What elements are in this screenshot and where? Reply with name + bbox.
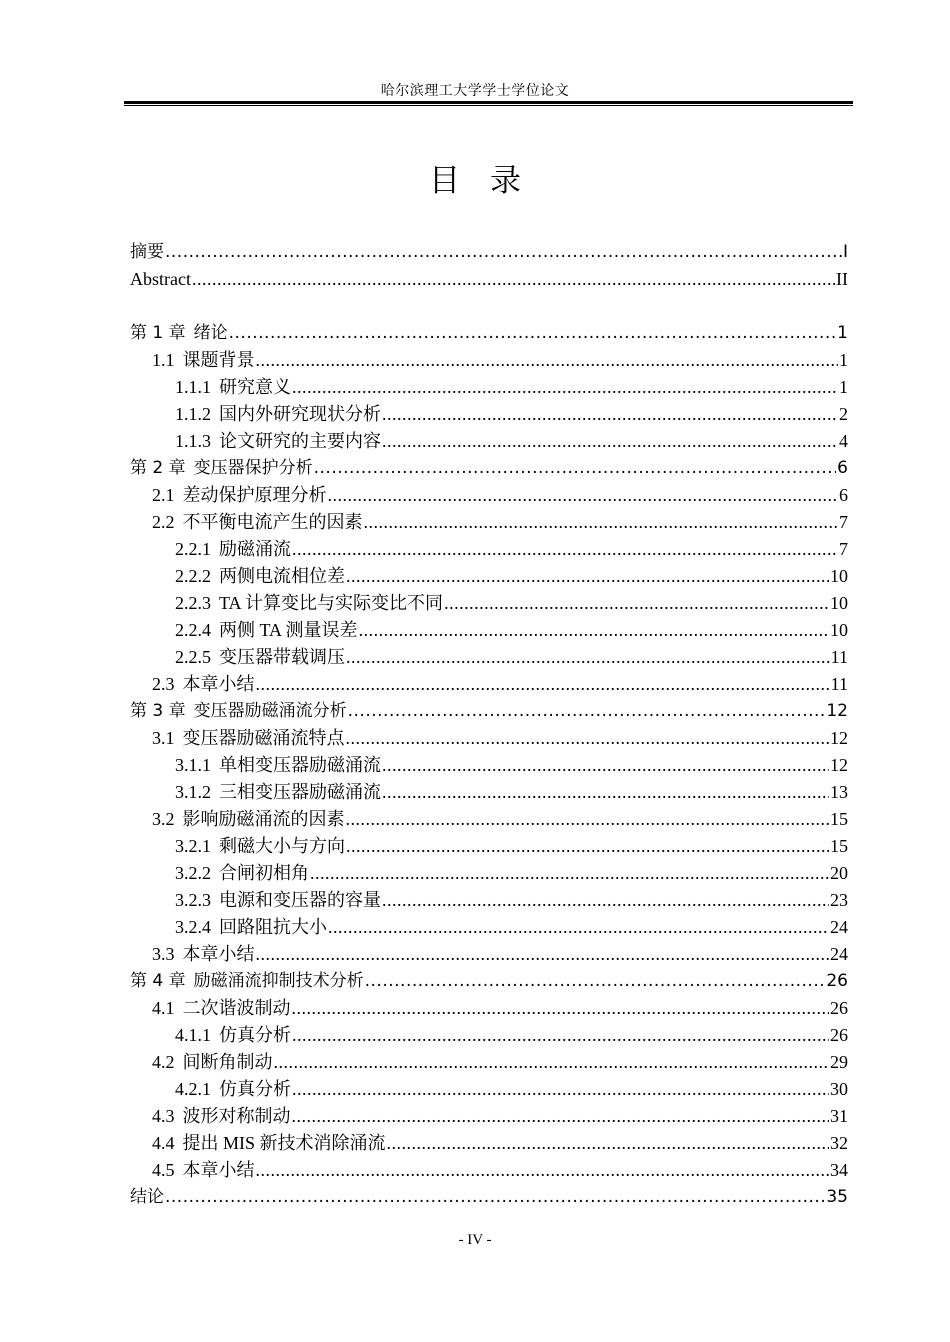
toc-entry-page: 12	[830, 755, 848, 775]
toc-entry-label: 影响励磁涌流的因素	[182, 809, 345, 829]
toc-entry-number: 第 3 章	[130, 701, 186, 721]
toc-entry-number: 1.1.2	[175, 404, 211, 424]
dot-leader	[346, 563, 829, 590]
toc-entry-page: 10	[830, 566, 848, 586]
toc-entry[interactable]	[130, 833, 848, 860]
toc-entry-label: 两侧 TA 测量误差	[219, 620, 358, 640]
toc-entry-page: 30	[830, 1079, 848, 1099]
toc-entry-number: 3.1.1	[175, 755, 211, 775]
dot-leader	[382, 779, 829, 806]
toc-entry-label: 励磁涌流抑制技术分析	[193, 971, 364, 991]
toc-entry-page: 6	[837, 458, 848, 478]
toc-entry-page: 4	[839, 431, 848, 451]
toc-entry-label: 课题背景	[182, 350, 255, 370]
toc-entry[interactable]	[130, 590, 848, 617]
dot-leader	[256, 671, 830, 698]
toc-entry-label: 两侧电流相位差	[219, 566, 345, 586]
dot-leader	[346, 725, 830, 752]
toc-entry[interactable]	[130, 1076, 848, 1103]
toc-entry-label: 国内外研究现状分析	[219, 404, 381, 424]
toc-entry-page: 12	[826, 701, 848, 721]
toc-entry-page: 13	[830, 782, 848, 802]
toc-entry-number: 2.3	[152, 674, 175, 694]
toc-entry-page: 7	[839, 539, 848, 559]
toc-entry-page: II	[836, 269, 848, 289]
toc-entry-page: 10	[830, 593, 848, 613]
toc-entry-label: 仿真分析	[219, 1079, 291, 1099]
dot-leader	[364, 509, 839, 536]
toc-entry[interactable]	[130, 671, 848, 698]
toc-entry-number: 3.2.4	[175, 917, 211, 937]
toc-entry-number: 2.2.2	[175, 566, 211, 586]
toc-entry-page: I	[842, 242, 848, 262]
toc-entry-page: 7	[839, 512, 848, 532]
toc-entry-label: 摘要	[130, 242, 164, 262]
toc-entry-page: 26	[830, 998, 848, 1018]
toc-entry[interactable]	[130, 320, 848, 347]
toc-entry-page: 24	[830, 944, 848, 964]
toc-entry-page: 26	[830, 1025, 848, 1045]
toc-entry[interactable]	[130, 428, 848, 455]
dot-leader	[382, 752, 829, 779]
toc-entry-page: 6	[839, 485, 848, 505]
toc-entry-number: 3.1	[152, 728, 175, 748]
toc-entry-label: 不平衡电流产生的因素	[182, 512, 363, 532]
toc-entry-number: 2.2.1	[175, 539, 211, 559]
dot-leader	[314, 455, 837, 482]
toc-entry-page: 26	[826, 971, 848, 991]
toc-entry-number: 3.2.1	[175, 836, 211, 856]
toc-entry-page: 12	[830, 728, 848, 748]
toc-entry-label: 绪论	[193, 323, 228, 343]
toc-entry-label: 论文研究的主要内容	[219, 431, 381, 451]
toc-entry-page: 1	[839, 377, 848, 397]
toc-entry[interactable]	[130, 617, 848, 644]
toc-entry[interactable]	[130, 1157, 848, 1184]
toc-entry-label: Abstract	[130, 269, 191, 289]
toc-entry[interactable]	[130, 1103, 848, 1130]
dot-leader	[256, 941, 830, 968]
toc-entry[interactable]	[130, 401, 848, 428]
toc-entry-label: 单相变压器励磁涌流	[219, 755, 381, 775]
toc-entry-number: 2.2.5	[175, 647, 211, 667]
toc-entry-page: 32	[830, 1133, 848, 1153]
toc-entry-page: 11	[830, 674, 848, 694]
toc-entry[interactable]	[130, 536, 848, 563]
toc-entry-label: 仿真分析	[219, 1025, 291, 1045]
toc-entry[interactable]	[130, 698, 848, 725]
toc-entry-page: 29	[830, 1052, 848, 1072]
toc-entry-number: 3.1.2	[175, 782, 211, 802]
dot-leader	[359, 617, 829, 644]
toc-entry[interactable]	[130, 1049, 848, 1076]
dot-leader	[444, 590, 829, 617]
toc-entry-label: 三相变压器励磁涌流	[219, 782, 381, 802]
toc-entry-number: 3.2.2	[175, 863, 211, 883]
toc-entry-label: 剩磁大小与方向	[219, 836, 345, 856]
toc-entry-page: 15	[830, 809, 848, 829]
toc-entry[interactable]	[130, 860, 848, 887]
toc-entry[interactable]	[130, 239, 848, 266]
toc-entry-page: 20	[830, 863, 848, 883]
dot-leader	[365, 968, 826, 995]
dot-leader	[292, 995, 830, 1022]
toc-entry-label: 波形对称制动	[182, 1106, 291, 1126]
toc-entry-number: 第 2 章	[130, 458, 186, 478]
dot-leader	[382, 401, 838, 428]
toc-entry-label: 二次谐波制动	[182, 998, 291, 1018]
toc-entry-number: 3.3	[152, 944, 175, 964]
dot-leader	[256, 1157, 830, 1184]
toc-entry-number: 4.3	[152, 1106, 175, 1126]
toc-entry[interactable]	[130, 779, 848, 806]
toc-entry-number: 2.2	[152, 512, 175, 532]
toc-entry-label: 结论	[130, 1187, 164, 1207]
toc-entry-number: 4.2	[152, 1052, 175, 1072]
toc-entry-page: 31	[830, 1106, 848, 1126]
toc-entry[interactable]	[130, 995, 848, 1022]
toc-entry-number: 3.2	[152, 809, 175, 829]
toc-entry[interactable]	[130, 968, 848, 995]
toc-entry-label: 合闸初相角	[219, 863, 309, 883]
toc-entry[interactable]	[130, 887, 848, 914]
dot-leader	[292, 1103, 830, 1130]
toc-entry-label: 励磁涌流	[219, 539, 291, 559]
toc-entry[interactable]	[130, 725, 848, 752]
toc-entry[interactable]	[130, 914, 848, 941]
toc-entry-page: 10	[830, 620, 848, 640]
toc-entry-label: 变压器励磁涌流特点	[182, 728, 345, 748]
dot-leader	[346, 833, 829, 860]
dot-leader	[292, 374, 838, 401]
dot-leader	[292, 1022, 829, 1049]
toc-entry-number: 第 1 章	[130, 323, 186, 343]
toc-entry-label: 本章小结	[182, 944, 255, 964]
toc-entry-label: 提出 MIS 新技术消除涌流	[182, 1133, 386, 1153]
dot-leader	[165, 239, 842, 266]
header-rule-thin	[124, 105, 853, 106]
dot-leader	[256, 347, 839, 374]
toc-entry-page: 11	[830, 647, 848, 667]
dot-leader	[229, 320, 837, 347]
dot-leader	[328, 482, 839, 509]
toc-entry-number: 3.2.3	[175, 890, 211, 910]
toc-entry-number: 第 4 章	[130, 971, 186, 991]
toc-entry[interactable]	[130, 347, 848, 374]
toc-entry-number: 1.1	[152, 350, 175, 370]
toc-entry[interactable]	[130, 1184, 848, 1211]
toc-entry-label: 本章小结	[182, 1160, 255, 1180]
toc-entry[interactable]	[130, 374, 848, 401]
dot-leader	[310, 860, 829, 887]
table-of-contents	[130, 239, 848, 1211]
toc-entry-number: 4.1	[152, 998, 175, 1018]
toc-entry-number: 1.1.1	[175, 377, 211, 397]
dot-leader	[292, 1076, 829, 1103]
dot-leader	[165, 1184, 825, 1211]
toc-entry-page: 15	[830, 836, 848, 856]
running-header: 哈尔滨理工大学学士学位论文	[380, 84, 570, 99]
toc-entry-label: TA 计算变比与实际变比不同	[219, 593, 444, 613]
dot-leader	[328, 914, 829, 941]
page-number: - IV -	[458, 1232, 492, 1248]
toc-entry-label: 研究意义	[219, 377, 291, 397]
toc-entry-label: 变压器保护分析	[193, 458, 313, 478]
dot-leader	[348, 698, 826, 725]
toc-entry-label: 变压器带载调压	[219, 647, 345, 667]
toc-entry[interactable]	[130, 806, 848, 833]
toc-entry[interactable]	[130, 455, 848, 482]
toc-entry[interactable]	[130, 482, 848, 509]
toc-entry-number: 4.4	[152, 1133, 175, 1153]
toc-entry[interactable]	[130, 941, 848, 968]
toc-entry-page: 2	[839, 404, 848, 424]
toc-entry-page: 34	[830, 1160, 848, 1180]
toc-entry-page: 1	[839, 350, 848, 370]
dot-leader	[382, 428, 838, 455]
toc-entry-number: 4.2.1	[175, 1079, 211, 1099]
toc-entry-label: 本章小结	[182, 674, 255, 694]
toc-entry-label: 电源和变压器的容量	[219, 890, 381, 910]
toc-entry-label: 差动保护原理分析	[182, 485, 327, 505]
toc-entry[interactable]	[130, 644, 848, 671]
toc-entry-number: 4.1.1	[175, 1025, 211, 1045]
toc-entry-number: 2.2.4	[175, 620, 211, 640]
dot-leader	[346, 644, 830, 671]
toc-entry-label: 间断角制动	[182, 1052, 273, 1072]
toc-entry-page: 1	[837, 323, 848, 343]
toc-entry-number: 4.5	[152, 1160, 175, 1180]
toc-entry-page: 24	[830, 917, 848, 937]
toc-entry[interactable]	[130, 1130, 848, 1157]
toc-entry[interactable]	[130, 752, 848, 779]
toc-entry-label: 回路阻抗大小	[219, 917, 327, 937]
toc-entry-number: 2.1	[152, 485, 175, 505]
header-rule-thick	[124, 101, 853, 104]
dot-leader	[382, 887, 829, 914]
toc-entry[interactable]	[130, 266, 848, 293]
dot-leader	[274, 1049, 830, 1076]
toc-entry[interactable]	[130, 1022, 848, 1049]
toc-title: 目录	[429, 163, 551, 199]
toc-entry-page: 23	[830, 890, 848, 910]
toc-entry[interactable]	[130, 563, 848, 590]
toc-entry-page: 35	[826, 1187, 848, 1207]
dot-leader	[292, 536, 838, 563]
dot-leader	[192, 266, 835, 293]
dot-leader	[387, 1130, 829, 1157]
dot-leader	[346, 806, 830, 833]
toc-entry-label: 变压器励磁涌流分析	[193, 701, 347, 721]
toc-entry-number: 2.2.3	[175, 593, 211, 613]
toc-entry[interactable]	[130, 509, 848, 536]
toc-entry-number: 1.1.3	[175, 431, 211, 451]
